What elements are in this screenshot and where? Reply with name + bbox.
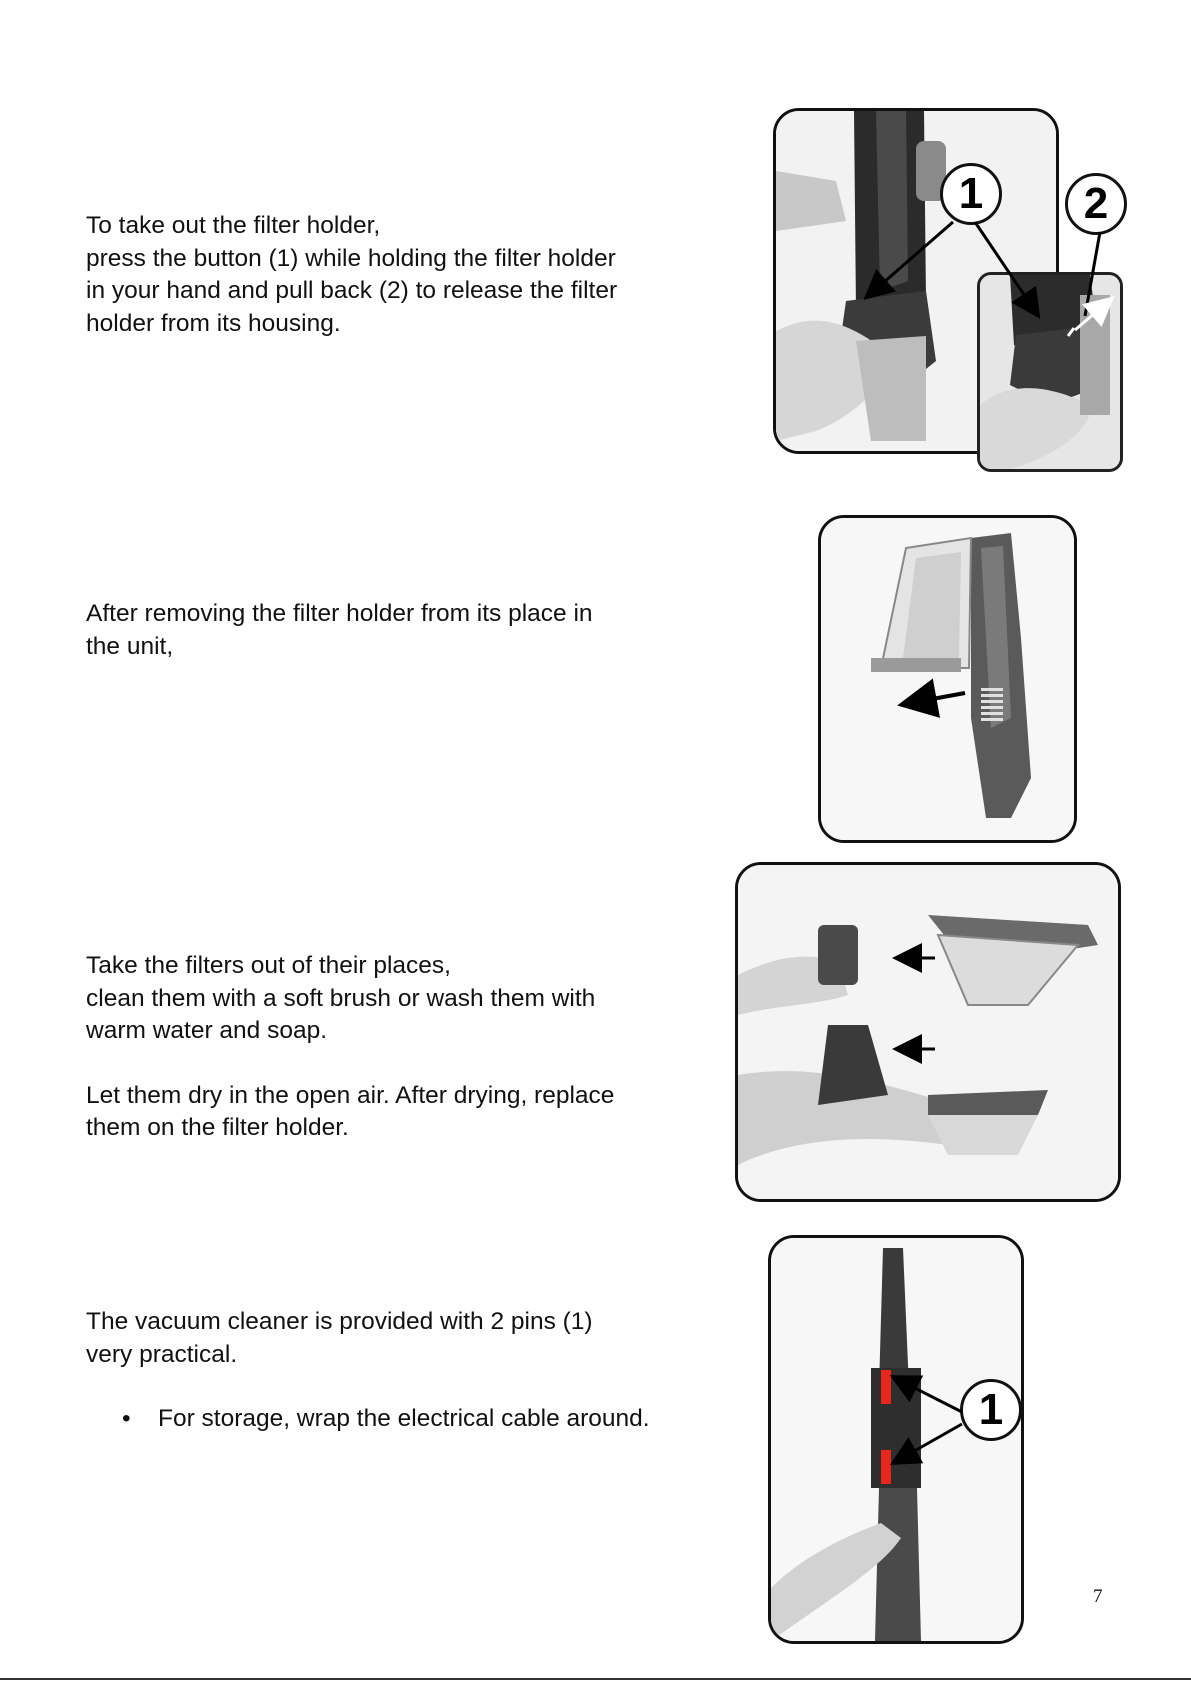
bullet-text: For storage, wrap the electrical cable around. [158, 1405, 650, 1432]
vacuum-body-illustration [821, 518, 1074, 840]
section-2-text [86, 598, 593, 663]
text-line: warm water and soap. [86, 1017, 328, 1044]
text-line: Take the filters out of their places, [86, 952, 451, 979]
text-line: holder from its housing. [86, 309, 341, 337]
bullet-dot: • [122, 1405, 131, 1432]
figure-filters-cleaning [735, 862, 1121, 1202]
section-4-text [86, 1306, 593, 1371]
text-line: Let them dry in the open air. After drying, replace [86, 1081, 615, 1109]
upper-pin [881, 1370, 891, 1404]
callout-2: 2 [1065, 173, 1127, 235]
text-line: the unit, [86, 632, 174, 660]
page-number: 7 [1093, 1586, 1103, 1607]
text-line: clean them with a soft brush or wash them with [86, 984, 596, 1012]
text-line: them on the filter holder. [86, 1114, 349, 1141]
filters-removal-illustration [738, 865, 1118, 1199]
inset-hand-illustration [980, 275, 1120, 469]
text-line: in your hand and pull back (2) to release the filter [86, 277, 618, 304]
section-3-text [86, 950, 614, 1145]
text-line: To take out the filter holder, [86, 212, 381, 239]
figure-filter-holder-removed [818, 515, 1077, 843]
text-line: press the button (1) while holding the filter holder [86, 244, 616, 272]
text-line: very practical. [86, 1340, 238, 1368]
text-line: After removing the filter holder from its place in [86, 600, 593, 627]
figure-inset-detail [977, 272, 1123, 472]
text-line: The vacuum cleaner is provided with 2 pins (1) [86, 1308, 593, 1335]
lower-pin [881, 1450, 891, 1484]
callout-1: 1 [960, 1379, 1022, 1441]
footer-rule [0, 1678, 1191, 1680]
section-1-text [86, 210, 617, 340]
bullet-item [122, 1403, 650, 1435]
callout-1: 1 [940, 163, 1002, 225]
